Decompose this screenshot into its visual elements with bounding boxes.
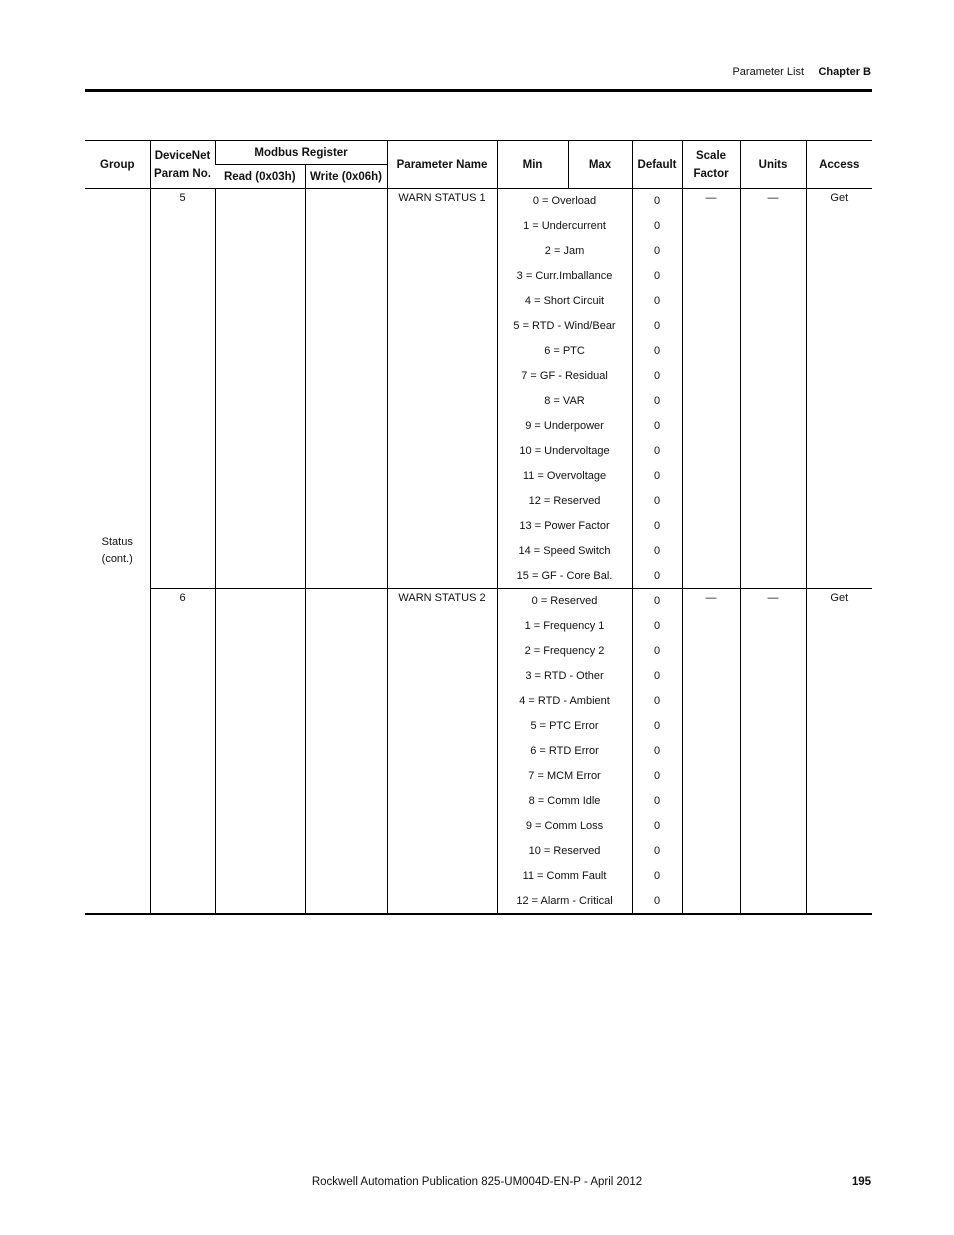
min-max-value: 2 = Frequency 2 xyxy=(497,639,632,664)
running-header-chapter: Chapter B xyxy=(818,66,871,78)
min-max-value: 3 = Curr.Imballance xyxy=(497,264,632,289)
default-value: 0 xyxy=(632,539,682,564)
table-row xyxy=(85,189,872,214)
min-max-value: 1 = Undercurrent xyxy=(497,214,632,239)
min-max-value: 0 = Reserved xyxy=(497,589,632,614)
min-max-value: 7 = GF - Residual xyxy=(497,364,632,389)
table-row xyxy=(85,589,872,614)
default-value: 0 xyxy=(632,389,682,414)
default-value: 0 xyxy=(632,339,682,364)
group-cell xyxy=(85,189,150,914)
min-max-value: 5 = PTC Error xyxy=(497,714,632,739)
col-header-group: Group xyxy=(85,141,150,189)
default-value: 0 xyxy=(632,864,682,889)
min-max-value: 4 = RTD - Ambient xyxy=(497,689,632,714)
min-max-value: 15 = GF - Core Bal. xyxy=(497,564,632,589)
default-value: 0 xyxy=(632,239,682,264)
default-value: 0 xyxy=(632,764,682,789)
col-header-units: Units xyxy=(740,141,806,189)
footer-publication: Rockwell Automation Publication 825-UM004D-EN-P - April 2012 xyxy=(311,1176,643,1188)
default-value: 0 xyxy=(632,214,682,239)
param-name-cell: WARN STATUS 2 xyxy=(387,589,497,914)
default-value: 0 xyxy=(632,464,682,489)
min-max-value: 1 = Frequency 1 xyxy=(497,614,632,639)
param-no-cell: 5 xyxy=(150,189,215,589)
min-max-value: 4 = Short Circuit xyxy=(497,289,632,314)
parameter-table xyxy=(85,140,872,915)
min-max-value: 2 = Jam xyxy=(497,239,632,264)
parameter-table-body xyxy=(85,189,872,914)
min-max-value: 10 = Reserved xyxy=(497,839,632,864)
default-value: 0 xyxy=(632,614,682,639)
default-value: 0 xyxy=(632,789,682,814)
col-header-param-no: DeviceNet Param No. xyxy=(150,141,215,189)
min-max-value: 3 = RTD - Other xyxy=(497,664,632,689)
default-value: 0 xyxy=(632,564,682,589)
modbus-write-cell xyxy=(305,189,387,589)
col-header-modbus: Modbus Register xyxy=(215,141,387,165)
group-label: Status (cont.) xyxy=(101,535,133,565)
min-max-value: 8 = Comm Idle xyxy=(497,789,632,814)
default-value: 0 xyxy=(632,714,682,739)
modbus-write-cell xyxy=(305,589,387,914)
min-max-value: 6 = RTD Error xyxy=(497,739,632,764)
default-value: 0 xyxy=(632,814,682,839)
running-header-section: Parameter List xyxy=(732,66,804,78)
min-max-value: 11 = Comm Fault xyxy=(497,864,632,889)
min-max-value: 13 = Power Factor xyxy=(497,514,632,539)
col-header-default: Default xyxy=(632,141,682,189)
param-name-cell: WARN STATUS 1 xyxy=(387,189,497,589)
default-value: 0 xyxy=(632,189,682,214)
modbus-read-cell xyxy=(215,589,305,914)
default-value: 0 xyxy=(632,689,682,714)
default-value: 0 xyxy=(632,589,682,614)
col-header-name: Parameter Name xyxy=(387,141,497,189)
default-value: 0 xyxy=(632,739,682,764)
min-max-value: 10 = Undervoltage xyxy=(497,439,632,464)
col-header-read: Read (0x03h) xyxy=(215,165,305,189)
scale-factor-cell: — xyxy=(682,589,740,914)
access-cell: Get xyxy=(806,189,872,589)
col-header-min: Min xyxy=(497,141,568,189)
page-number: 195 xyxy=(851,1176,871,1188)
default-value: 0 xyxy=(632,514,682,539)
default-value: 0 xyxy=(632,439,682,464)
min-max-value: 12 = Alarm - Critical xyxy=(497,889,632,914)
col-header-max: Max xyxy=(568,141,632,189)
default-value: 0 xyxy=(632,364,682,389)
min-max-value: 6 = PTC xyxy=(497,339,632,364)
default-value: 0 xyxy=(632,314,682,339)
min-max-value: 11 = Overvoltage xyxy=(497,464,632,489)
min-max-value: 5 = RTD - Wind/Bear xyxy=(497,314,632,339)
min-max-value: 9 = Underpower xyxy=(497,414,632,439)
units-cell: — xyxy=(740,589,806,914)
default-value: 0 xyxy=(632,489,682,514)
col-header-access: Access xyxy=(806,141,872,189)
default-value: 0 xyxy=(632,664,682,689)
modbus-read-cell xyxy=(215,189,305,589)
default-value: 0 xyxy=(632,289,682,314)
min-max-value: 7 = MCM Error xyxy=(497,764,632,789)
col-header-scale: Scale Factor xyxy=(682,141,740,189)
col-header-write: Write (0x06h) xyxy=(305,165,387,189)
header-rule xyxy=(85,89,872,92)
access-cell: Get xyxy=(806,589,872,914)
min-max-value: 14 = Speed Switch xyxy=(497,539,632,564)
min-max-value: 12 = Reserved xyxy=(497,489,632,514)
default-value: 0 xyxy=(632,414,682,439)
min-max-value: 8 = VAR xyxy=(497,389,632,414)
min-max-value: 9 = Comm Loss xyxy=(497,814,632,839)
default-value: 0 xyxy=(632,889,682,914)
min-max-value: 0 = Overload xyxy=(497,189,632,214)
default-value: 0 xyxy=(632,839,682,864)
scale-factor-cell: — xyxy=(682,189,740,589)
default-value: 0 xyxy=(632,264,682,289)
param-no-cell: 6 xyxy=(150,589,215,914)
default-value: 0 xyxy=(632,639,682,664)
units-cell: — xyxy=(740,189,806,589)
